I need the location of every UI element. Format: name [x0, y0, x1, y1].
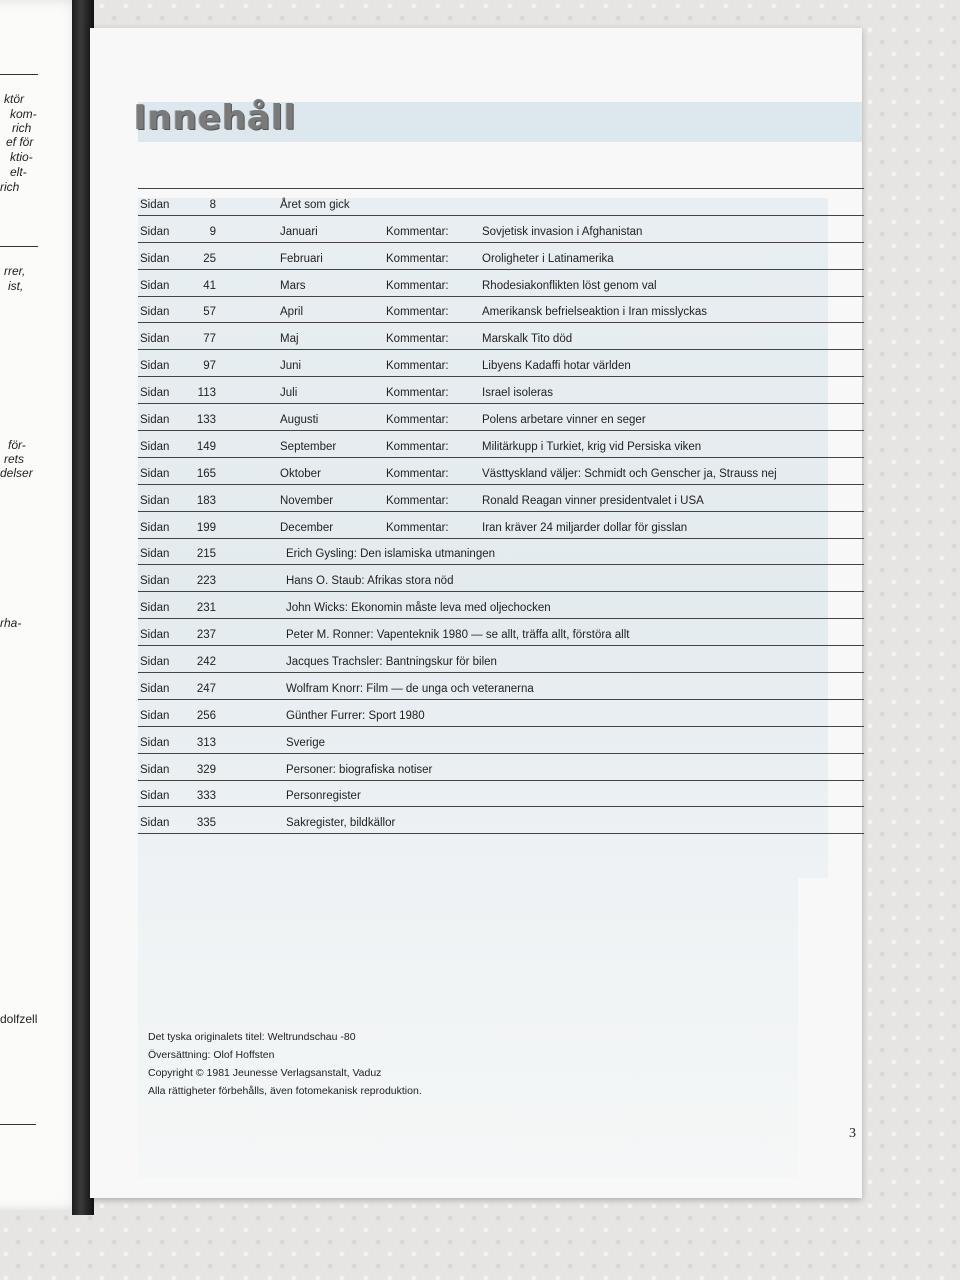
toc-kommentar-label: Kommentar:: [386, 440, 449, 453]
toc-commentary-topic: Sovjetisk invasion i Afghanistan: [482, 225, 643, 238]
toc-page-number: 256: [196, 709, 216, 722]
toc-essay-title: Erich Gysling: Den islamiska utmaningen: [286, 548, 496, 561]
colophon-copyright: Copyright © 1981 Jeunesse Verlagsanstalt, Vaduz: [148, 1067, 382, 1079]
toc-sidan-label: Sidan: [140, 414, 170, 427]
toc-page-number: 242: [196, 656, 216, 669]
toc-page-number: 41: [203, 279, 216, 292]
toc-commentary-topic: Iran kräver 24 miljarder dollar för gisslan: [482, 521, 688, 534]
toc-month: November: [280, 494, 334, 507]
toc-month: Augusti: [280, 414, 319, 427]
toc-page-number: 313: [196, 736, 216, 749]
toc-row: [138, 619, 864, 646]
toc-sidan-label: Sidan: [140, 548, 170, 561]
left-page-rule: [0, 246, 38, 247]
left-fragment: ist,: [8, 279, 24, 293]
toc-commentary-topic: Israel isoleras: [482, 387, 553, 400]
toc-page-number: 9: [209, 225, 216, 238]
toc-page-number: 97: [203, 360, 216, 373]
toc-kommentar-label: Kommentar:: [386, 225, 449, 238]
toc-row: [138, 512, 864, 539]
left-fragment: kom-: [10, 107, 37, 121]
toc-row: [138, 431, 864, 458]
toc-page-number: 199: [196, 521, 216, 534]
toc-row: [138, 592, 864, 619]
toc-essay-title: Hans O. Staub: Afrikas stora nöd: [286, 575, 454, 588]
page-title: Innehåll: [134, 98, 297, 138]
toc-kommentar-label: Kommentar:: [386, 306, 449, 319]
toc-sidan-label: Sidan: [140, 252, 170, 265]
toc-page-number: 165: [196, 467, 216, 480]
toc-kommentar-label: Kommentar:: [386, 279, 449, 292]
toc-sidan-label: Sidan: [140, 467, 170, 480]
toc-page-number: 8: [209, 198, 216, 211]
toc-row: [138, 377, 864, 404]
left-page-rule: [0, 74, 38, 75]
toc-row: [138, 189, 864, 216]
left-fragment: för-: [8, 438, 26, 452]
toc-page-number: 231: [196, 602, 216, 615]
toc-page-number: 237: [196, 629, 216, 642]
toc-month: September: [280, 440, 337, 453]
toc-month: Maj: [280, 333, 299, 346]
toc-month: Mars: [280, 279, 306, 292]
toc-row: [138, 807, 864, 834]
toc-month: December: [280, 521, 334, 534]
toc-page-number: 215: [196, 548, 216, 561]
left-fragment: ef för: [6, 135, 34, 149]
toc-page-number: 149: [196, 440, 216, 453]
toc-month: Juni: [280, 360, 302, 373]
toc-sidan-label: Sidan: [140, 763, 170, 776]
toc-essay-title: Personregister: [286, 790, 361, 803]
toc-row: [138, 754, 864, 781]
toc-essay-title: Sakregister, bildkällor: [286, 817, 396, 830]
toc-row: [138, 297, 864, 324]
toc-commentary-topic: Polens arbetare vinner en seger: [482, 414, 646, 427]
toc-kommentar-label: Kommentar:: [386, 360, 449, 373]
toc-row: [138, 727, 864, 754]
toc-page-number: 329: [196, 763, 216, 776]
toc-kommentar-label: Kommentar:: [386, 467, 449, 480]
toc-page-number: 57: [203, 306, 216, 319]
toc-essay-title: Personer: biografiska notiser: [286, 763, 433, 776]
toc-page-number: 113: [197, 387, 216, 400]
toc-sidan-label: Sidan: [140, 306, 170, 319]
left-fragment: ktio-: [10, 150, 33, 164]
toc-kommentar-label: Kommentar:: [386, 252, 449, 265]
left-fragment: delser: [0, 466, 33, 480]
toc-sidan-label: Sidan: [140, 360, 170, 373]
page-number: 3: [849, 1126, 856, 1141]
toc-sidan-label: Sidan: [140, 736, 170, 749]
left-fragment: elt-: [10, 165, 27, 179]
toc-sidan-label: Sidan: [140, 790, 170, 803]
toc-commentary-topic: Amerikansk befrielseaktion i Iran misslyckas: [482, 306, 707, 319]
left-fragment: ktör: [4, 92, 25, 106]
toc-kommentar-label: Kommentar:: [386, 494, 449, 507]
toc-month: April: [280, 306, 304, 319]
toc-kommentar-label: Kommentar:: [386, 387, 449, 400]
toc-row: [138, 781, 864, 808]
toc-sidan-label: Sidan: [140, 494, 170, 507]
toc-commentary-topic: Marskalk Tito död: [482, 333, 573, 346]
toc-page-number: 133: [196, 414, 216, 427]
toc-row: [138, 539, 864, 566]
toc-commentary-topic: Västtyskland väljer: Schmidt och Genscher ja, Strauss nej: [482, 467, 777, 480]
toc-row: [138, 485, 864, 512]
toc-month: Januari: [280, 225, 318, 238]
toc-essay-title: John Wicks: Ekonomin måste leva med oljechocken: [286, 602, 551, 615]
toc-month: Juli: [280, 387, 298, 400]
toc-commentary-topic: Rhodesiakonflikten löst genom val: [482, 279, 657, 292]
colophon-rights: Alla rättigheter förbehålls, även fotomekanisk reproduktion.: [148, 1085, 422, 1097]
toc-essay-title: Günther Furrer: Sport 1980: [286, 709, 425, 722]
toc-sidan-label: Sidan: [140, 575, 170, 588]
toc-sidan-label: Sidan: [140, 198, 170, 211]
toc-essay-title: Sverige: [286, 736, 325, 749]
colophon: [148, 1028, 422, 1100]
toc-sidan-label: Sidan: [140, 279, 170, 292]
toc-sidan-label: Sidan: [140, 629, 170, 642]
toc-sidan-label: Sidan: [140, 817, 170, 830]
contents-page: [90, 28, 862, 1198]
left-fragment: rich: [12, 121, 32, 135]
toc-page-number: 335: [196, 817, 216, 830]
toc-row: [138, 323, 864, 350]
left-fragment: rrer,: [4, 264, 26, 278]
toc-section-title: Året som gick: [280, 198, 350, 211]
toc-row: [138, 243, 864, 270]
toc-month: Februari: [280, 252, 323, 265]
toc-kommentar-label: Kommentar:: [386, 414, 449, 427]
toc-row: [138, 216, 864, 243]
table-of-contents: [138, 188, 864, 834]
toc-row: [138, 646, 864, 673]
left-fragment: rets: [4, 452, 25, 466]
colophon-original-title: Det tyska originalets titel: Weltrundschau -80: [148, 1031, 356, 1043]
toc-row: [138, 404, 864, 431]
toc-commentary-topic: Libyens Kadaffi hotar världen: [482, 360, 631, 373]
toc-commentary-topic: Oroligheter i Latinamerika: [482, 252, 614, 265]
toc-essay-title: Wolfram Knorr: Film — de unga och veteranerna: [286, 682, 534, 695]
toc-row: [138, 700, 864, 727]
left-page-rule: [0, 1124, 36, 1125]
left-fragment: rha-: [0, 616, 22, 630]
toc-page-number: 77: [203, 333, 216, 346]
toc-sidan-label: Sidan: [140, 656, 170, 669]
toc-sidan-label: Sidan: [140, 602, 170, 615]
toc-month: Oktober: [280, 467, 321, 480]
left-fragment: dolfzell: [0, 1012, 38, 1026]
toc-sidan-label: Sidan: [140, 440, 170, 453]
toc-sidan-label: Sidan: [140, 521, 170, 534]
left-fragment: rich: [0, 180, 20, 194]
toc-row: [138, 270, 864, 297]
toc-row: [138, 673, 864, 700]
toc-essay-title: Peter M. Ronner: Vapenteknik 1980 — se allt, träffa allt, förstöra allt: [286, 629, 630, 642]
toc-row: [138, 565, 864, 592]
toc-sidan-label: Sidan: [140, 709, 170, 722]
toc-sidan-label: Sidan: [140, 333, 170, 346]
toc-sidan-label: Sidan: [140, 225, 170, 238]
toc-commentary-topic: Ronald Reagan vinner presidentvalet i USA: [482, 494, 704, 507]
toc-essay-title: Jacques Trachsler: Bantningskur för bilen: [286, 656, 497, 669]
toc-kommentar-label: Kommentar:: [386, 333, 449, 346]
toc-commentary-topic: Militärkupp i Turkiet, krig vid Persiska viken: [482, 440, 702, 453]
toc-page-number: 247: [196, 682, 216, 695]
toc-kommentar-label: Kommentar:: [386, 521, 449, 534]
colophon-translator: Översättning: Olof Hoffsten: [148, 1049, 275, 1061]
toc-page-number: 183: [196, 494, 216, 507]
toc-page-number: 333: [196, 790, 216, 803]
toc-page-number: 223: [196, 575, 216, 588]
toc-row: [138, 458, 864, 485]
toc-sidan-label: Sidan: [140, 682, 170, 695]
toc-page-number: 25: [203, 252, 216, 265]
toc-row: [138, 350, 864, 377]
toc-sidan-label: Sidan: [140, 387, 170, 400]
